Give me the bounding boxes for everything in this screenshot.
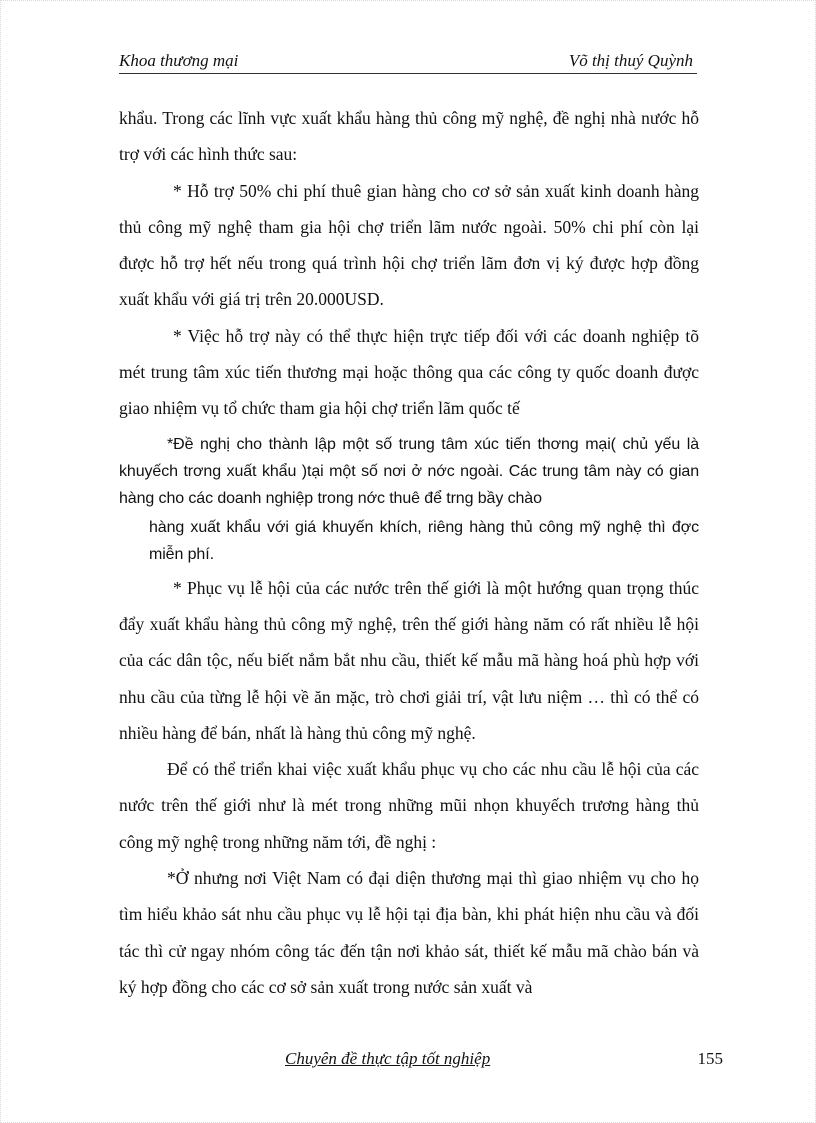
paragraph: *Ở nhưng nơi Việt Nam có đại diện thương mại thì giao nhiệm vụ cho họ tìm hiểu khảo sát nhu cầu phục vụ lễ hội tại địa bàn, khi phát hiện nhu cầu và đối tác thì cử ngay nhóm công tác đến tận nơi khảo sát, thiết kế mẫu mã chào bán và ký hợp đồng cho các cơ sở sản xuất trong nước sản xuất và (119, 868, 699, 997)
header-author: Võ thị thuý Quỳnh (568, 51, 693, 70)
paragraph: Để có thể triển khai việc xuất khẩu phục vụ cho các nhu cầu lễ hội của các nước trên thế giới như là mét trong những mũi nhọn khuyếch trương hàng thủ công mỹ nghệ trong những năm tới, đề nghị : (119, 759, 699, 852)
paragraph: * Phục vụ lễ hội của các nước trên thế giới là một hướng quan trọng thúc đẩy xuất khẩu hàng thủ công mỹ nghệ, trên thế giới hàng năm có rất nhiều lễ hội của các dân tộc, nếu biết nắm bắt nhu cầu, thiết kế mẫu mã hàng hoá phù hợp với nhu cầu của từng lễ hội về ăn mặc, trò chơi giải trí, vật lưu niệm … thì có thể có nhiều hàng để bán, nhất là hàng thủ công mỹ nghệ. (119, 577, 699, 743)
body-text (119, 100, 699, 1005)
paragraph: *Đề nghị cho thành lập một số trung tâm xúc tiến thơng mại( chủ yếu là khuyếch trơng xuất khẩu )tại một số nơi ở nớc ngoài. Các trung tâm này có gian hàng cho các doanh nghiệp trong nớc thuê để trng bầy chào (119, 435, 699, 507)
paragraph: * Hỗ trợ 50% chi phí thuê gian hàng cho cơ sở sản xuất kinh doanh hàng thủ công mỹ nghệ tham gia hội chợ triển lãm nước ngoài. 50% chi phí còn lại được hỗ trợ hết nếu trong quá trình hội chợ triển lãm đơn vị ký được hợp đồng xuất khẩu với giá trị trên 20.000USD. (119, 180, 699, 310)
page-number: 155 (697, 1049, 723, 1068)
page-header (119, 51, 697, 74)
paragraph (119, 514, 699, 568)
paragraph-continuation: hàng xuất khẩu với giá khuyến khích, riêng hàng thủ công mỹ nghệ thì đợc miễn phí. (149, 518, 699, 563)
header-faculty: Khoa thương mại (119, 51, 239, 70)
paragraph: khẩu. Trong các lĩnh vực xuất khẩu hàng thủ công mỹ nghệ, đề nghị nhà nước hỗ trợ với các hình thức sau: (119, 108, 699, 165)
paragraph: * Việc hỗ trợ này có thể thực hiện trực tiếp đối với các doanh nghiệp tõ mét trung tâm xúc tiến thương mại hoặc thông qua các công ty quốc doanh được giao nhiệm vụ tổ chức tham gia hội chợ triển lãm quốc tế (119, 325, 699, 419)
footer-title: Chuyên đề thực tập tốt nghiệp (285, 1049, 491, 1068)
